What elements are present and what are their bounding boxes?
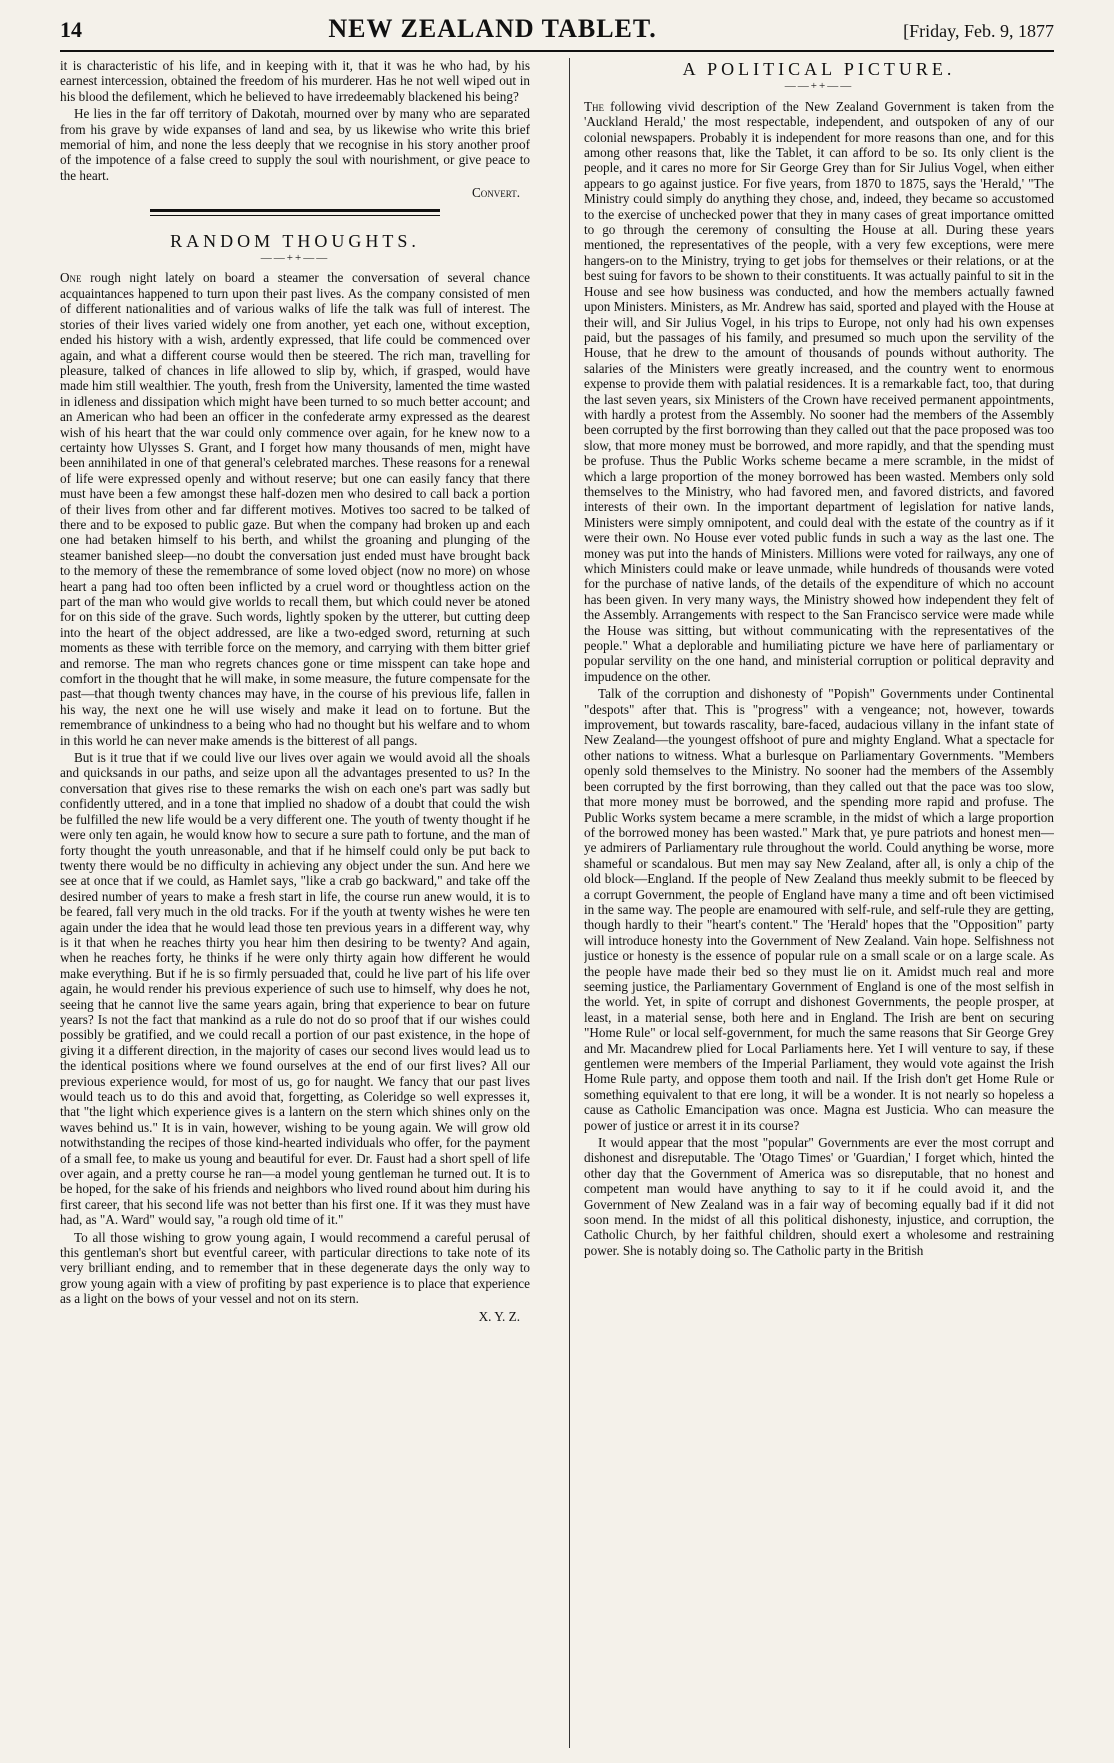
lead-word: One bbox=[60, 270, 82, 286]
column-rule bbox=[569, 58, 570, 1748]
paragraph-text: following vivid description of the New Zealand Government is taken from the 'Auckland Herald,' the most respectable, independent, and outspoken of any of our colonial newspapers. Probably it is independent for more reasons than one, and for this among other reasons that, like the Tablet, it can afford to be so. Its only client is the people, and it cares no more for Sir George Grey than for Sir Julius Vogel, when either appears to go against justice. For five years, from 1870 to 1875, says the 'Herald,' "The Ministry could simply do anything they chose, and, indeed, they became so accustomed to the exercise of unchecked power that they in many cases of great importance omitted to go through the ceremony of consulting the House at all. During these years mentioned, the representatives of the people, with a very few exceptions, were mere hangers-on to the Ministry, trying to get jobs for themselves or their relations, or at the best suing for favors to be shown to their constituents. It was actually painful to sit in the House and see how business was conducted, and how the members actually fawned upon Ministers. Ministers, as Mr. Andrew has said, sported and played with the House at their will, and Sir Julius Vogel, in his trips to Europe, not only had his own expenses paid, but the passages of his family, and presumed so much upon the servility of the House, that he drew to the amount of thousands of pounds without authority. The salaries of the Ministers were greatly increased, and the country went to enormous expense to provide them with palatial residences. It is a remarkable fact, too, that during the last seven years, six Ministers of the Crown have received permanent appointments, with hardly a protest from the Assembly. No sooner had the members of the Assembly been corrupted by the first borrowing than they called out that the pace proposed was too slow, that more money must be borrowed, and more rapidly, and that the spending must be profuse. Thus the Public Works scheme became a mere scramble, in the midst of which a large proportion of the money borrowed has been wasted. Members only sold themselves to the Ministry, who had favored men, and favored districts, and favored interests of their own. In the important department of legislation for native lands, Ministers were simply omnipotent, and could deal with the estate of the country as if it were their own. No House ever voted public funds in such a way as the last one. The money was put into the hands of Ministers. Millions were voted for railways, any one of which Ministers could make or leave unmade, while hundreds of thousands were voted for the purchase of native lands, of the details of the expenditure of which no account has been given. In very many ways, the Ministry showed how independent they felt of the Assembly. Arrangements with respect to the San Francisco service were made while the House was sitting, but without communicating with the representatives of the people." What a deplorable and humiliating picture we have here of parliamentary or popular servility on the one hand, and ministerial corruption or political depravity and impudence on the other. bbox=[584, 98, 1054, 684]
random-thoughts-headline: RANDOM THOUGHTS. bbox=[170, 230, 420, 251]
lead-word: The bbox=[584, 98, 605, 114]
article-paragraph: But is it true that if we could live our lives over again we would avoid all the shoals and quicksands in our paths, and seize upon all the advantages presented to us? In the conversation that gives rise to these remarks the wish on each one's part was sadly but confidently uttered, and in a tone that implied no shadow of a doubt that could the wish be fulfilled the new life would be a very different one. The youth of twenty thought if he were only ten again, he would know how to secure a sure path to fortune, and the man of forty thought the youth unreasonable, and that if he himself could only be put back to twenty there would be no difficulty in achieving any object under the sun. And here we see at once that if we could, as Hamlet says, "like a crab go backward," and take off the desired number of years to make a fresh start in life, the course run anew would, it is to be feared, fall very much in the old tracks. For if the youth at twenty wishes he were ten again under the idea that he would lead those ten previous years in a different way, why is it that when he reaches thirty you hear him then desiring to be twenty? And again, when he reaches forty, he thinks if he were only thirty again how different he would make everything. But if he is so firmly persuaded that, could he live part of his life over again, he would render his previous experience of such use to himself, why does he not, seeing that he cannot live the same years again, bring that experience to bear on future years? Is not the fact that mankind as a rule do not do so proof that if our wishes could possibly be gratified, and we could recall a portion of our past existence, in the hope of giving it a different direction, in the majority of cases our second lives would lead us to the identical positions where we found ourselves at the end of our first lives? All our previous experience would, for most of us, go for naught. We fancy that our past lives would teach us to do this and avoid that, forgetting, as Coleridge so well expresses it, that "the light which experience gives is a lantern on the stern which shines only on the waves behind us." It is in vain, however, wishing to be young again. We will grow old notwithstanding the recipes of those kind-hearted individuals who offer, for the payment of a small fee, to make us young and beautiful for ever. Dr. Faust had a short spell of life over again, and a pretty course he ran—a model young gentleman he turned out. It is to be hoped, for the sake of his friends and neighbors who lived round about him during his first career, that his second life was not better than his first one. If it was they must have had, as "A. Ward" would say, "a rough old time of it." bbox=[60, 750, 530, 1228]
convert-signature: Convert. bbox=[471, 185, 520, 201]
issue-date: [Friday, Feb. 9, 1877 bbox=[903, 21, 1054, 41]
paper-title: NEW ZEALAND TABLET. bbox=[328, 14, 657, 43]
section-divider bbox=[150, 209, 440, 216]
article-paragraph: It would appear that the most "popular" Governments are ever the most corrupt and dishonest and disreputable. The 'Otago Times' or 'Guardian,' I forget which, hinted the other day that the Government of America was so disreputable, that no honest and competent man would have anything to say to it if he could avoid it, and the Government of New Zealand was in a fair way of becoming equally bad if it did not soon mend. In the midst of all this political dishonesty, injustice, and corruption, the Catholic Church, by her faithful children, should exert a wholesome and restraining power. She is notably doing so. The Catholic party in the British bbox=[584, 1135, 1054, 1258]
right-column bbox=[584, 58, 1054, 1748]
article-paragraph: To all those wishing to grow young again, I would recommend a careful perusal of this gentleman's short but eventful career, with particular directions to take note of its very brilliant ending, and to remember that in these degenerate days the only way to grow young again with a view of profiting by past experience is to place that experience as a light on the bows of your vessel and not on its stern. bbox=[60, 1229, 530, 1307]
convert-paragraph: it is characteristic of his life, and in keeping with it, that it was he who had, by his earnest intercession, obtained the freedom of his murderer. Has he not well wiped out in his blood the defilement, which he believed to have irredeemably blackened his being? bbox=[60, 58, 530, 104]
article-signature: X. Y. Z. bbox=[478, 1308, 520, 1324]
masthead bbox=[60, 14, 1054, 52]
headline-ornament: ——++—— bbox=[784, 80, 854, 93]
headline-ornament: ——++—— bbox=[260, 252, 330, 265]
paragraph-text: rough night lately on board a steamer the conversation of several chance acquaintances happened to turn upon their past lives. As the company consisted of men of different nationalities and of various walks of life the talk was full of interest. The stories of their lives varied widely one from another, yet each one, without exception, ended his history with a wish, ardently expressed, that life could be commenced over again, and what a different course would then be steered. The rich man, travelling for pleasure, talked of chances in life allowed to slip by, which, if grasped, would have made him still wealthier. The youth, fresh from the University, lamented the time wasted in idleness and dissipation which might have been turned to so much better account; and an American who had been an officer in the confederate army expressed as the dearest wish of his heart that the war could only commence over again, for he knew now to a certainty how Ulysses S. Grant, and I forget how many thousands of men, might have been annihilated in one of that general's celebrated marches. These reasons for a renewal of life were expressed openly and without reserve; but one can easily fancy that there must have been a few amongst these half-dozen men who desired to call back a portion of their lives from other and far different motives. Motives too sacred to be talked of there and to be exposed to public gaze. But when the company had broken up and each one had betaken himself to his berth, and whilst the groaning and plunging of the steamer banished sleep—no doubt the conversation just ended must have brought back to the memory of these the remembrance of some loved object (now no more) on whose heart a pang had too often been inflicted by a cruel word or thoughtless action on the part of the man who would give worlds to recall them, but which could never be atoned for on this side of the grave. Such words, lightly spoken by the utterer, but cutting deep into the heart of the object addressed, are like a two-edged sword, returning at such moments as these with terrible force on the memory, and carrying with them bitter grief and remorse. The man who regrets chances gone or time misspent can take hope and comfort in the thought that he will make, in some measure, the future compensate for the past—that though twenty chances may have, in the course of his previous life, fallen in his way, the next one he will use wisely and make it lead on to fortune. But the remembrance of unkindness to a being who had no thought but his welfare and to whom in this world he can never make amends is the bitterest of all pangs. bbox=[60, 270, 530, 748]
page-number: 14 bbox=[60, 17, 82, 42]
political-picture-headline: A POLITICAL PICTURE. bbox=[682, 59, 956, 79]
article-paragraph bbox=[60, 270, 530, 748]
convert-paragraph: He lies in the far off territory of Dakotah, mourned over by many who are separated from his grave by wide expanses of land and sea, by us likewise who write this brief memorial of him, and none the less deeply that we recognise in his story another proof of the impotence of a false creed to supply the soul with nourishment, or give peace to the heart. bbox=[60, 106, 530, 183]
left-column bbox=[60, 58, 530, 1748]
article-paragraph: Talk of the corruption and dishonesty of "Popish" Governments under Continental "despots" after that. This is "progress" with a vengeance; not, however, towards improvement, but towards rascality, bare-faced, audacious villany in the infant state of New Zealand—the youngest offshoot of pure and mighty England. What a spectacle for other nations to witness. What a burlesque on Parliamentary Governments. "Members openly sold themselves to the Ministry. No sooner had the members of the Assembly been corrupted by the first borrowing, than they called out that the pace was too slow, that more money must be borrowed, and the spending more rapid and profuse. The Public Works system became a mere scramble, in the midst of which a large proportion of the borrowed money has been wasted." Mark that, ye pure patriots and honest men—ye admirers of Parliamentary rule throughout the world. Could anything be worse, more shameful or scandalous. But men may say New Zealand, after all, is only a chip of the old block—England. If the people of New Zealand thus meekly submit to be fleeced by a corrupt Government, the people of England have many a time and oft been victimised in the same way. The people are enamoured with self-rule, and self-rule they are getting, though hardly to their "heart's content." The 'Herald' hopes that the "Opposition" party will introduce honesty into the Government of New Zealand. Vain hope. Selfishness not justice or honesty is the essence of popular rule on a small scale or on a large scale. As the people have made their bed so they must lie on it. Amidst much real and more seeming justice, the Parliamentary Government of England is one of the most selfish in the world. Yet, in spite of corrupt and dishonest Governments, the people prosper, at least, in a material sense, both here and in England. The Irish are bent on securing "Home Rule" or local self-government, for much the same reasons that Sir George Grey and Mr. Macandrew plied for Local Parliaments here. Yet I will venture to say, if these gentlemen were members of the Imperial Parliament, they would vote against the Irish Home Rule party, and oppose them tooth and nail. If the Irish don't get Home Rule or something equivalent to that ere long, it will be a wonder. It is not nearly so hopeless a cause as Catholic Emancipation was once. Magna est Justicia. Who can measure the power of justice or arrest it in its course? bbox=[584, 686, 1054, 1133]
article-paragraph bbox=[584, 99, 1054, 684]
